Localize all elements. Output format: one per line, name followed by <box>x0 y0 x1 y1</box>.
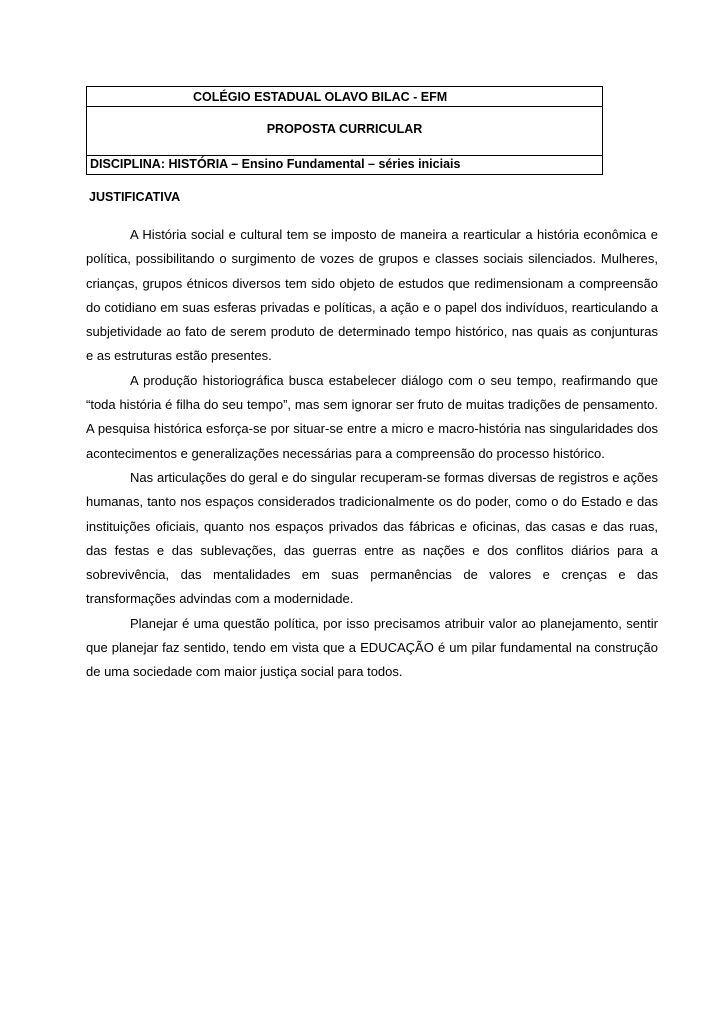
school-name: COLÉGIO ESTADUAL OLAVO BILAC - EFM <box>87 87 602 107</box>
body-text <box>86 223 658 685</box>
paragraph: Nas articulações do geral e do singular recuperam-se formas diversas de registros e ações humanas, tanto nos espaços considerados tradicionalmente os do poder, como o do Estado e das instituições oficiais, quanto nos espaços privados das fábricas e oficinas, das casas e das ruas, das festas e das sublevações, das guerras entre as nações e dos conflitos diários para a sobrevivência, das mentalidades em suas permanências de valores e crenças e das transformações advindas com a modernidade. <box>86 469 658 607</box>
paragraph: Planejar é uma questão política, por isso precisamos atribuir valor ao planejamento, sentir que planejar faz sentido, tendo em vista que a EDUCAÇÃO é um pilar fundamental na construção de uma sociedade com maior justiça social para todos. <box>86 615 658 680</box>
proposal-title: PROPOSTA CURRICULAR <box>87 107 602 156</box>
header-table <box>86 86 603 175</box>
paragraph: A História social e cultural tem se imposto de maneira a rearticular a história econômica e política, possibilitando o surgimento de vozes de grupos e classes sociais silenciados. Mulheres, crianças, grupos étnicos diversos tem sido objeto de estudos que redimensionam a compreensão do cotidiano em suas esferas privadas e políticas, a ação e o papel dos indivíduos, rearticulando a subjetividade ao fato de serem produto de determinado tempo histórico, nas quais as conjunturas e as estruturas estão presentes. <box>86 227 658 364</box>
section-title: JUSTIFICATIVA <box>89 190 181 204</box>
paragraph: A produção historiográfica busca estabelecer diálogo com o seu tempo, reafirmando que “toda história é filha do seu tempo”, mas sem ignorar ser fruto de muitas tradições de pensamento. A pesquisa histórica esforça-se por situar-se entre a micro e macro-história nas singularidades dos acontecimentos e generalizações necessárias para a compreensão do processo histórico. <box>86 372 658 461</box>
discipline-line: DISCIPLINA: HISTÓRIA – Ensino Fundamental – séries iniciais <box>90 157 461 171</box>
